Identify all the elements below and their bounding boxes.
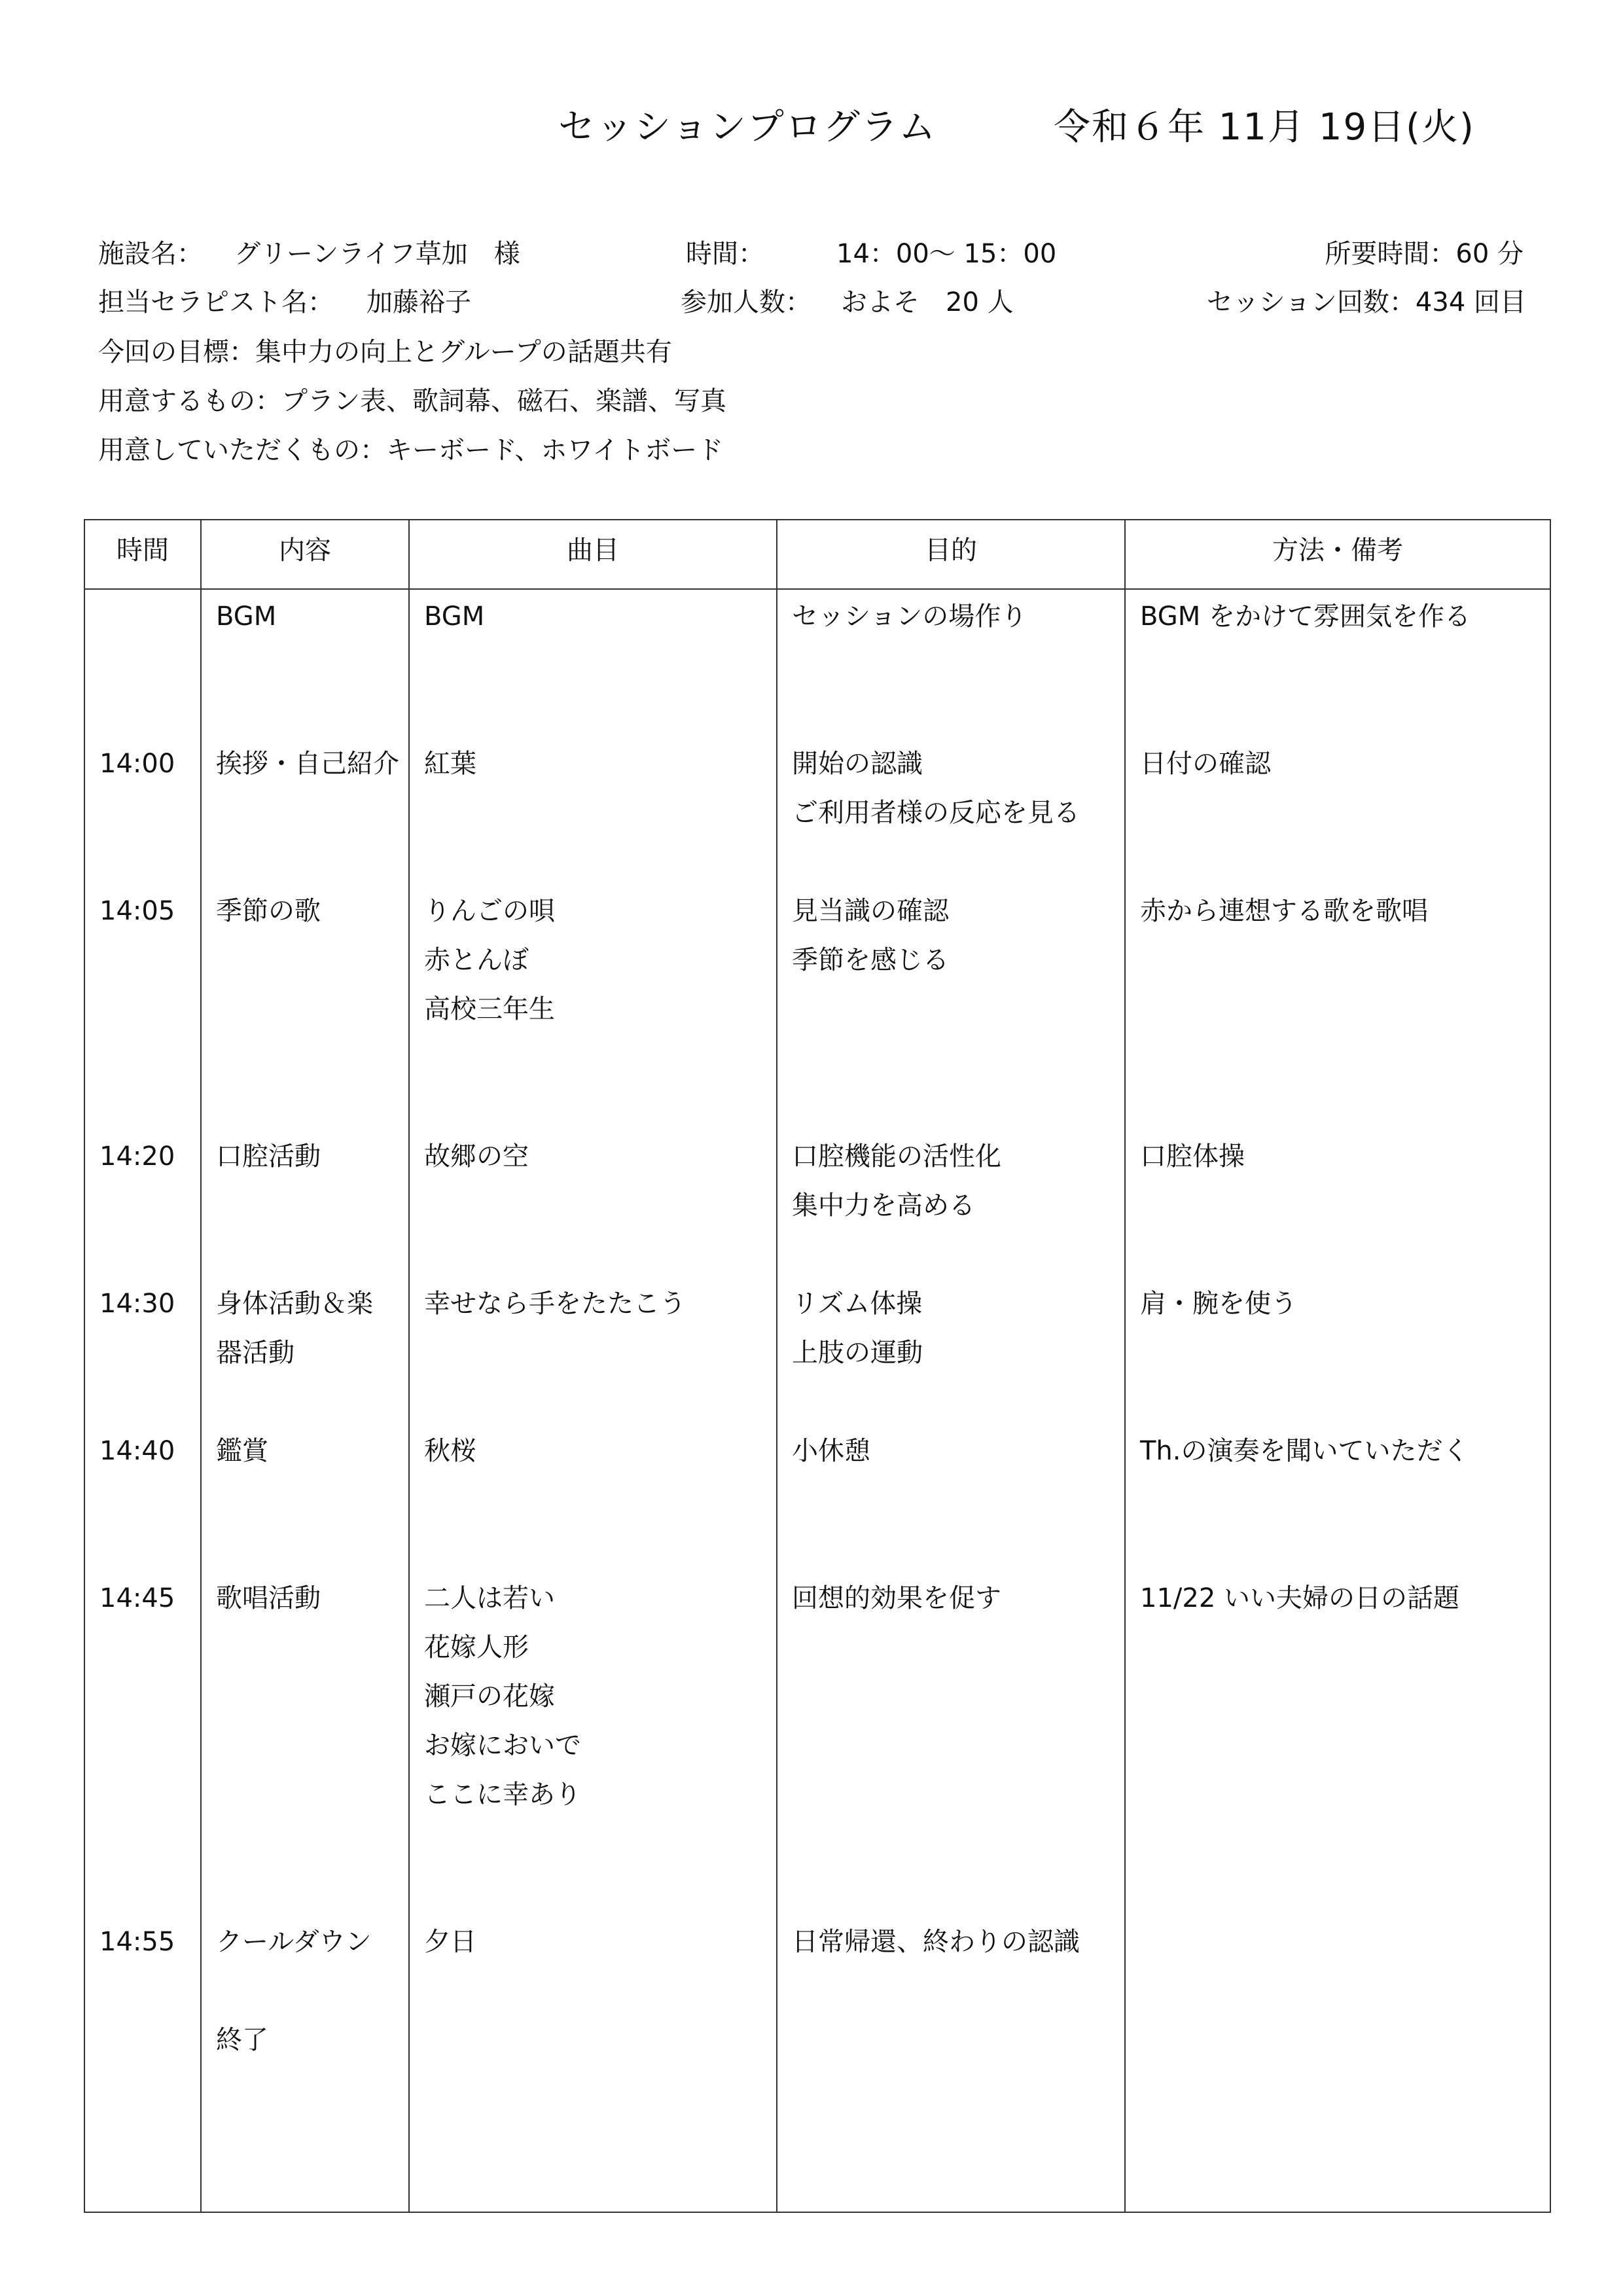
songs-entry	[424, 887, 772, 1034]
songs-line: 幸せなら手をたたこう	[424, 1289, 686, 1319]
method-entry	[1140, 1427, 1546, 1476]
content-line: 歌唱活動	[216, 1583, 321, 1613]
purpose-entry	[792, 1574, 1120, 1623]
songs-line: 瀬戸の花嫁	[424, 1681, 555, 1712]
time-value: 14:20	[99, 1141, 175, 1172]
method-entry	[1140, 887, 1546, 936]
header-content: 内容	[201, 520, 409, 589]
method-line: BGM をかけて雰囲気を作る	[1140, 601, 1471, 632]
provided-items: 用意していただくもの：キーボード、ホワイトボード	[98, 435, 724, 465]
purpose-line: 小休憩	[792, 1436, 870, 1466]
session-count: セッション回数：434 回目	[1206, 287, 1526, 317]
purpose-line: ご利用者様の反応を見る	[792, 798, 1080, 828]
method-line: Th.の演奏を聞いていただく	[1140, 1436, 1469, 1466]
participants-value: およそ 20 人	[841, 287, 1014, 317]
purpose-line: 口腔機能の活性化	[792, 1141, 1001, 1172]
session-date: 令和６年 11月 19日(火)	[1054, 106, 1475, 149]
content-entry	[216, 740, 404, 789]
songs-entry	[424, 1574, 772, 1820]
content-line: クールダウン	[216, 1927, 372, 1957]
time-value: 14:40	[99, 1436, 175, 1466]
content-line: 身体活動＆楽	[216, 1289, 373, 1319]
prepared-items: 用意するもの：プラン表、歌詞幕、磁石、楽譜、写真	[98, 386, 726, 416]
method-line: 11/22 いい夫婦の日の話題	[1140, 1583, 1459, 1613]
content-column	[201, 589, 409, 2212]
songs-entry	[424, 1280, 772, 1329]
purpose-line: 季節を感じる	[792, 945, 949, 975]
time-column	[84, 589, 201, 2212]
content-entry	[216, 887, 404, 936]
method-entry	[1140, 1574, 1546, 1623]
purpose-entry	[792, 1427, 1120, 1476]
content-entry	[216, 1427, 404, 1476]
purpose-line: 集中力を高める	[792, 1191, 975, 1221]
purpose-line: 見当識の確認	[792, 896, 949, 926]
content-entry	[216, 592, 404, 641]
time-value: 14:55	[99, 1927, 175, 1957]
therapist-label: 担当セラピスト名：	[98, 287, 334, 317]
content-line: 口腔活動	[216, 1141, 321, 1172]
purpose-entry	[792, 1918, 1120, 1967]
content-entry	[216, 1132, 404, 1181]
method-column-cell	[1126, 590, 1550, 2212]
time-entry	[99, 887, 196, 936]
songs-line: 秋桜	[424, 1436, 476, 1466]
time-entry	[99, 1918, 196, 1967]
purpose-entry	[792, 740, 1120, 838]
time-label: 時間：	[686, 239, 764, 269]
purpose-entry	[792, 1132, 1120, 1230]
participants-label: 参加人数：	[681, 287, 812, 317]
header-time: 時間	[84, 520, 201, 589]
songs-line: BGM	[424, 601, 485, 632]
songs-line: お嫁においで	[424, 1731, 581, 1761]
purpose-line: 日常帰還、終わりの認識	[792, 1927, 1080, 1957]
songs-line: 高校三年生	[424, 994, 555, 1024]
purpose-column-cell	[777, 590, 1124, 2212]
content-line: 器活動	[216, 1338, 294, 1368]
session-goal: 今回の目標：集中力の向上とグループの話題共有	[98, 337, 672, 367]
time-value: 14：00～ 15：00	[836, 239, 1057, 269]
content-line: BGM	[216, 601, 277, 632]
songs-line: 赤とんぼ	[424, 945, 529, 975]
songs-entry	[424, 1132, 772, 1181]
time-entry	[99, 1574, 196, 1623]
time-entry	[99, 1280, 196, 1329]
purpose-line: 開始の認識	[792, 749, 923, 779]
songs-entry	[424, 1427, 772, 1476]
method-entry	[1140, 1280, 1546, 1329]
time-column-cell	[85, 590, 200, 2212]
purpose-line: リズム体操	[792, 1289, 923, 1319]
songs-line: りんごの唄	[424, 896, 555, 926]
content-entry	[216, 1918, 404, 2065]
program-table	[84, 519, 1551, 2213]
content-line: 季節の歌	[216, 896, 321, 926]
songs-line: 紅葉	[424, 749, 476, 779]
purpose-line: 上肢の運動	[792, 1338, 923, 1368]
header-songs: 曲目	[409, 520, 777, 589]
method-line: 日付の確認	[1140, 749, 1271, 779]
content-line	[216, 1967, 404, 2016]
time-value: 14:45	[99, 1583, 175, 1613]
content-line: 挨拶・自己紹介	[216, 749, 399, 779]
songs-entry	[424, 592, 772, 641]
page-title: セッションプログラム	[558, 106, 937, 149]
content-line: 鑑賞	[216, 1436, 268, 1466]
content-entry	[216, 1574, 404, 1623]
facility-value: グリーンライフ草加 様	[234, 239, 520, 269]
time-entry	[99, 1427, 196, 1476]
facility-label: 施設名：	[98, 239, 203, 269]
purpose-entry	[792, 592, 1120, 641]
method-column	[1125, 589, 1550, 2212]
time-value: 14:30	[99, 1289, 175, 1319]
method-entry	[1140, 592, 1546, 641]
time-entry	[99, 740, 196, 789]
purpose-column	[777, 589, 1125, 2212]
songs-line: 花嫁人形	[424, 1632, 529, 1662]
purpose-entry	[792, 1280, 1120, 1378]
time-entry	[99, 1132, 196, 1181]
songs-column-cell	[410, 590, 776, 2212]
header-method: 方法・備考	[1125, 520, 1550, 589]
table-header-row	[84, 520, 1550, 589]
songs-entry	[424, 740, 772, 789]
songs-line: 故郷の空	[424, 1141, 529, 1172]
content-column-cell	[202, 590, 408, 2212]
method-line: 口腔体操	[1140, 1141, 1245, 1172]
table-body-row	[84, 589, 1550, 2212]
header-purpose: 目的	[777, 520, 1125, 589]
purpose-entry	[792, 887, 1120, 985]
content-entry	[216, 1280, 404, 1378]
method-entry	[1140, 1132, 1546, 1181]
songs-column	[409, 589, 777, 2212]
songs-line: 夕日	[424, 1927, 476, 1957]
method-entry	[1140, 740, 1546, 789]
songs-line: ここに幸あり	[424, 1780, 581, 1810]
time-value: 14:00	[99, 749, 175, 779]
method-line: 肩・腕を使う	[1140, 1289, 1297, 1319]
songs-line: 二人は若い	[424, 1583, 555, 1613]
purpose-line: セッションの場作り	[792, 601, 1027, 632]
therapist-value: 加藤裕子	[366, 287, 471, 317]
method-line: 赤から連想する歌を歌唱	[1140, 896, 1428, 926]
purpose-line: 回想的効果を促す	[792, 1583, 1001, 1613]
duration: 所要時間：60 分	[1325, 239, 1524, 269]
content-line: 終了	[216, 2025, 268, 2055]
time-value: 14:05	[99, 896, 175, 926]
songs-entry	[424, 1918, 772, 1967]
